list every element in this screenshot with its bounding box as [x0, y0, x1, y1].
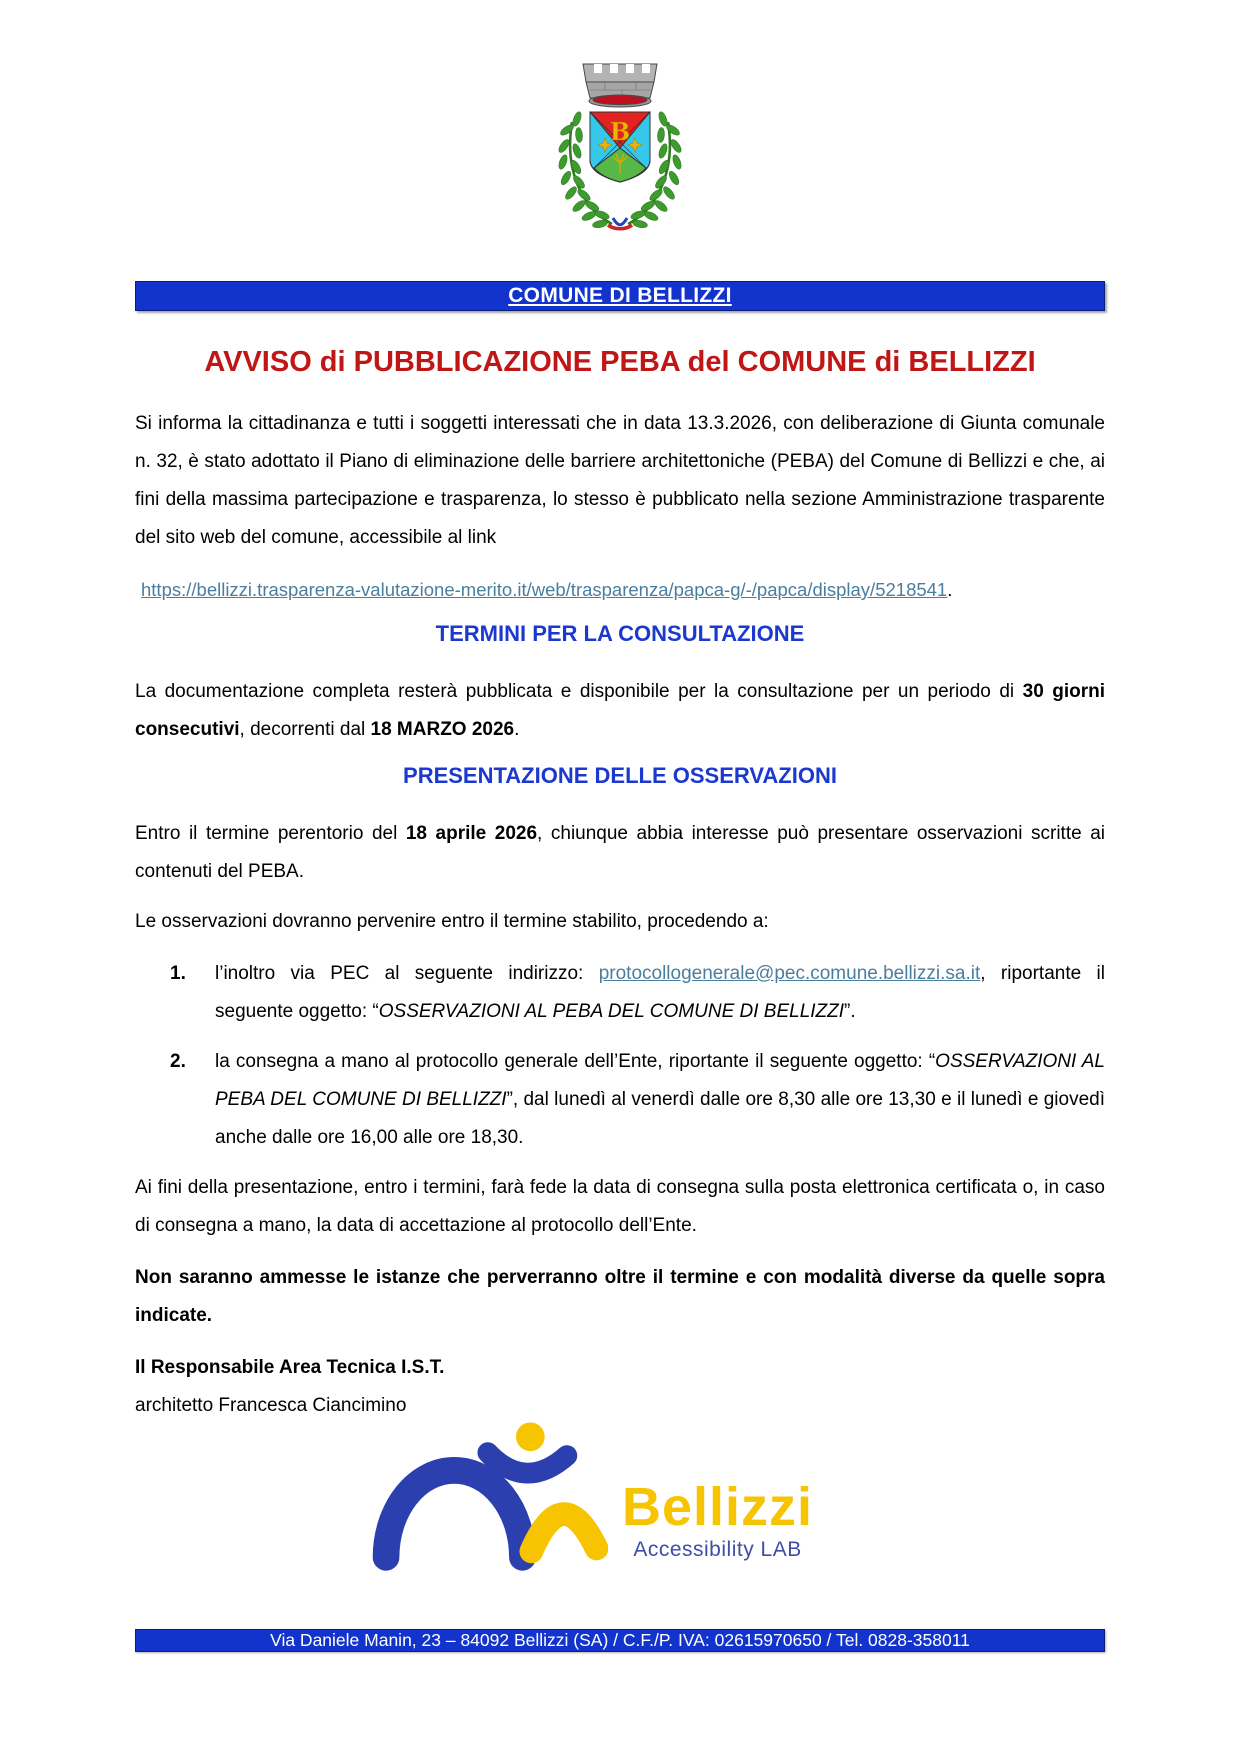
- list-item-pec: [170, 955, 1105, 1031]
- publication-link[interactable]: https://bellizzi.trasparenza-valutazione-merito.it/web/trasparenza/papca-g/-/papca/display/5218541: [141, 579, 948, 600]
- section-heading-osservazioni: PRESENTAZIONE DELLE OSSERVAZIONI: [403, 763, 837, 788]
- logo-brand-name: Bellizzi: [622, 1477, 814, 1537]
- intro-paragraph: Si informa la cittadinanza e tutti i soggetti interessati che in data 13.3.2026, con deliberazione di Giunta comunale n. 32, è stato adottato il Piano di eliminazione delle barriere architettoniche (PEBA) del Comune di Bellizzi e che, ai fini della massima partecipazione e trasparenza, lo stesso è pubblicato nella sezione Amministrazione trasparente del sito web del comune, accessibile al link: [135, 413, 1105, 548]
- consultation-paragraph: La documentazione completa resterà pubblicata e disponibile per la consultazione per un periodo di 30 giorni consecutivi, decorrenti dal 18 MARZO 2026.: [135, 681, 1106, 740]
- signature-name: architetto Francesca Ciancimino: [135, 1395, 407, 1416]
- publication-link-line: [135, 571, 1105, 609]
- footer-bar: [135, 1629, 1105, 1652]
- municipal-coat-of-arms: [550, 56, 690, 236]
- page-title: AVVISO di PUBBLICAZIONE PEBA del COMUNE di BELLIZZI: [204, 346, 1036, 378]
- logo-subtitle: Accessibility LAB: [633, 1538, 802, 1561]
- validity-paragraph: Ai fini della presentazione, entro i termini, farà fede la data di consegna sulla posta elettronica certificata o, in caso di consegna a mano, la data di accettazione al protocollo dell’Ente.: [135, 1177, 1105, 1236]
- list-item-text: l’inoltro via PEC al seguente indirizzo: protocollogenerale@pec.comune.bellizzi.sa.it, riportante il seguente oggetto: “OSSERVAZIONI AL PEBA DEL COMUNE DI BELLIZZI”.: [215, 963, 1105, 1022]
- list-item-number: 1.: [170, 963, 186, 984]
- signature-role: Il Responsabile Area Tecnica I.S.T.: [135, 1357, 445, 1378]
- warning-paragraph: Non saranno ammesse le istanze che perverranno oltre il termine e con modalità diverse da quelle sopra indicate.: [135, 1267, 1105, 1326]
- observation-methods-list: [170, 955, 1105, 1157]
- header-banner-label: COMUNE DI BELLIZZI: [508, 284, 732, 307]
- publication-link-suffix: .: [947, 579, 953, 600]
- header-banner: [135, 281, 1105, 311]
- list-item-number: 2.: [170, 1051, 186, 1072]
- pec-email-link[interactable]: protocollogenerale@pec.comune.bellizzi.sa.it: [598, 963, 981, 984]
- list-item-hand-delivery: [170, 1043, 1105, 1157]
- signature-block: [135, 1349, 1105, 1425]
- footer-contact-text: Via Daniele Manin, 23 – 84092 Bellizzi (SA) / C.F./P. IVA: 02615970650 / Tel. 0828-358011: [270, 1630, 970, 1650]
- document-body: [135, 345, 1105, 1425]
- list-intro-paragraph: Le osservazioni dovranno pervenire entro il termine stabilito, procedendo a:: [135, 911, 769, 932]
- crest-letter: B: [609, 117, 631, 146]
- section-heading-consultazione: TERMINI PER LA CONSULTAZIONE: [435, 621, 805, 646]
- accessibility-lab-figure-icon: [340, 1419, 608, 1587]
- logo-text: [622, 1479, 813, 1563]
- deadline-paragraph: Entro il termine perentorio del 18 aprile 2026, chiunque abbia interesse può presentare osservazioni scritte ai contenuti del PEBA.: [135, 823, 1105, 882]
- accessibility-lab-logo: [340, 1418, 860, 1588]
- list-item-text: la consegna a mano al protocollo generale dell’Ente, riportante il seguente oggetto: “OSSERVAZIONI AL PEBA DEL COMUNE DI BELLIZZI”, dal lunedì al venerdì dalle ore 8,30 alle ore 13,30 e il lunedì e giovedì anche dalle ore 16,00 alle ore 18,30.: [215, 1051, 1105, 1148]
